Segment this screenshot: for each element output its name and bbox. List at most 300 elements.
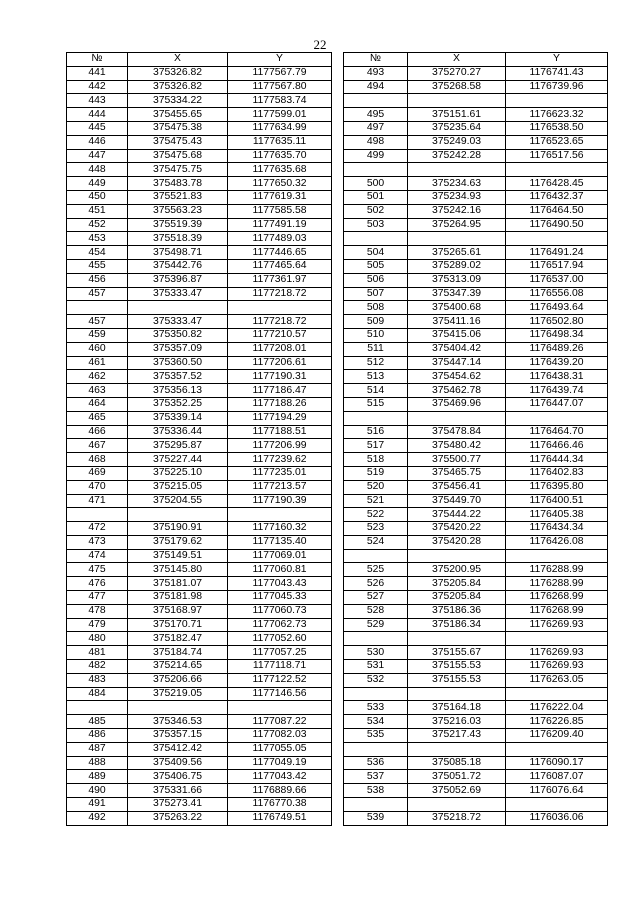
x-coordinate-cell: 375475.68	[128, 149, 228, 163]
x-coordinate-cell: 375521.83	[128, 190, 228, 204]
point-number-cell: 492	[67, 811, 128, 825]
point-number-cell: 498	[344, 135, 408, 149]
point-number-cell: 449	[67, 177, 128, 191]
y-coordinate-cell	[506, 232, 608, 246]
table-row	[344, 784, 608, 798]
point-number-cell: 490	[67, 784, 128, 798]
table-row	[67, 535, 332, 549]
table-body-left	[67, 66, 332, 825]
point-number-cell: 470	[67, 480, 128, 494]
x-coordinate-cell: 375411.16	[408, 315, 506, 329]
y-coordinate-cell: 1176405.38	[506, 508, 608, 522]
point-number-cell: 517	[344, 439, 408, 453]
table-row	[344, 190, 608, 204]
x-coordinate-cell: 375409.56	[128, 756, 228, 770]
point-number-cell: 491	[67, 798, 128, 812]
table-row	[67, 673, 332, 687]
point-number-cell: 535	[344, 729, 408, 743]
y-coordinate-cell	[506, 163, 608, 177]
y-coordinate-cell: 1177052.60	[228, 632, 332, 646]
table-row	[344, 522, 608, 536]
table-row	[344, 287, 608, 301]
y-coordinate-cell	[228, 701, 332, 715]
table-row	[344, 798, 608, 812]
y-coordinate-cell	[506, 798, 608, 812]
y-coordinate-cell: 1176400.51	[506, 494, 608, 508]
table-body-right	[344, 66, 608, 825]
point-number-cell: 534	[344, 715, 408, 729]
y-coordinate-cell: 1176491.24	[506, 246, 608, 260]
y-coordinate-cell: 1177188.51	[228, 425, 332, 439]
point-number-cell: 468	[67, 453, 128, 467]
y-coordinate-cell: 1176426.08	[506, 535, 608, 549]
point-number-cell: 484	[67, 687, 128, 701]
x-coordinate-cell: 375449.70	[408, 494, 506, 508]
x-coordinate-cell: 375478.84	[408, 425, 506, 439]
point-number-cell: 456	[67, 273, 128, 287]
point-number-cell: 487	[67, 742, 128, 756]
y-coordinate-cell: 1176490.50	[506, 218, 608, 232]
x-coordinate-cell	[408, 411, 506, 425]
table-row	[67, 425, 332, 439]
y-coordinate-cell: 1176447.07	[506, 397, 608, 411]
x-coordinate-cell: 375273.41	[128, 798, 228, 812]
table-row	[67, 411, 332, 425]
table-row	[344, 646, 608, 660]
table-row	[344, 204, 608, 218]
y-coordinate-cell: 1177635.70	[228, 149, 332, 163]
x-coordinate-cell: 375447.14	[408, 356, 506, 370]
x-coordinate-cell: 375234.63	[408, 177, 506, 191]
x-coordinate-cell: 375186.36	[408, 604, 506, 618]
x-coordinate-cell: 375357.15	[128, 729, 228, 743]
y-coordinate-cell: 1177135.40	[228, 535, 332, 549]
table-row	[67, 232, 332, 246]
y-coordinate-cell: 1176438.31	[506, 370, 608, 384]
y-coordinate-cell: 1176623.32	[506, 108, 608, 122]
y-coordinate-cell: 1176517.94	[506, 259, 608, 273]
table-row	[344, 301, 608, 315]
point-number-cell: 507	[344, 287, 408, 301]
table-row	[344, 94, 608, 108]
y-coordinate-cell: 1177206.61	[228, 356, 332, 370]
x-coordinate-cell: 375242.28	[408, 149, 506, 163]
point-number-cell: 451	[67, 204, 128, 218]
point-number-cell: 477	[67, 591, 128, 605]
x-coordinate-cell: 375052.69	[408, 784, 506, 798]
x-coordinate-cell: 375186.34	[408, 618, 506, 632]
y-coordinate-cell: 1176288.99	[506, 577, 608, 591]
y-coordinate-cell: 1177087.22	[228, 715, 332, 729]
table-row	[344, 370, 608, 384]
header-number: №	[344, 53, 408, 67]
x-coordinate-cell: 375051.72	[408, 770, 506, 784]
table-row	[67, 618, 332, 632]
table-row	[344, 80, 608, 94]
x-coordinate-cell: 375455.65	[128, 108, 228, 122]
y-coordinate-cell: 1176889.66	[228, 784, 332, 798]
table-row	[344, 246, 608, 260]
x-coordinate-cell: 375331.66	[128, 784, 228, 798]
point-number-cell: 528	[344, 604, 408, 618]
x-coordinate-cell	[408, 742, 506, 756]
y-coordinate-cell: 1177082.03	[228, 729, 332, 743]
x-coordinate-cell: 375263.22	[128, 811, 228, 825]
x-coordinate-cell: 375469.96	[408, 397, 506, 411]
point-number-cell: 503	[344, 218, 408, 232]
x-coordinate-cell: 375360.50	[128, 356, 228, 370]
x-coordinate-cell: 375356.13	[128, 384, 228, 398]
x-coordinate-cell: 375182.47	[128, 632, 228, 646]
x-coordinate-cell: 375313.09	[408, 273, 506, 287]
point-number-cell: 445	[67, 121, 128, 135]
point-number-cell: 519	[344, 466, 408, 480]
point-number-cell: 527	[344, 591, 408, 605]
point-number-cell	[67, 508, 128, 522]
y-coordinate-cell: 1177635.68	[228, 163, 332, 177]
point-number-cell: 499	[344, 149, 408, 163]
table-row	[67, 756, 332, 770]
y-coordinate-cell: 1176432.37	[506, 190, 608, 204]
table-row	[344, 356, 608, 370]
point-number-cell: 489	[67, 770, 128, 784]
x-coordinate-cell: 375149.51	[128, 549, 228, 563]
x-coordinate-cell: 375242.16	[408, 204, 506, 218]
x-coordinate-cell: 375234.93	[408, 190, 506, 204]
table-row	[344, 604, 608, 618]
point-number-cell: 505	[344, 259, 408, 273]
point-number-cell	[344, 687, 408, 701]
x-coordinate-cell: 375475.43	[128, 135, 228, 149]
x-coordinate-cell: 375326.82	[128, 66, 228, 80]
point-number-cell: 495	[344, 108, 408, 122]
point-number-cell: 450	[67, 190, 128, 204]
y-coordinate-cell: 1177194.29	[228, 411, 332, 425]
x-coordinate-cell: 375442.76	[128, 259, 228, 273]
table-row	[67, 480, 332, 494]
header-y: Y	[228, 53, 332, 67]
y-coordinate-cell: 1176517.56	[506, 149, 608, 163]
point-number-cell: 501	[344, 190, 408, 204]
y-coordinate-cell: 1177446.65	[228, 246, 332, 260]
table-row	[344, 439, 608, 453]
y-coordinate-cell: 1176464.70	[506, 425, 608, 439]
table-row	[344, 163, 608, 177]
point-number-cell: 478	[67, 604, 128, 618]
y-coordinate-cell: 1177069.01	[228, 549, 332, 563]
y-coordinate-cell: 1176090.17	[506, 756, 608, 770]
y-coordinate-cell: 1176269.93	[506, 618, 608, 632]
y-coordinate-cell: 1177057.25	[228, 646, 332, 660]
table-row	[344, 687, 608, 701]
table-row	[67, 80, 332, 94]
point-number-cell: 457	[67, 287, 128, 301]
x-coordinate-cell: 375295.87	[128, 439, 228, 453]
point-number-cell: 520	[344, 480, 408, 494]
y-coordinate-cell: 1177186.47	[228, 384, 332, 398]
y-coordinate-cell: 1177043.43	[228, 577, 332, 591]
x-coordinate-cell: 375333.47	[128, 287, 228, 301]
y-coordinate-cell: 1176493.64	[506, 301, 608, 315]
y-coordinate-cell: 1176268.99	[506, 591, 608, 605]
table-row	[67, 632, 332, 646]
y-coordinate-cell	[228, 508, 332, 522]
x-coordinate-cell: 375151.61	[408, 108, 506, 122]
table-row	[344, 494, 608, 508]
x-coordinate-cell: 375454.62	[408, 370, 506, 384]
x-coordinate-cell: 375218.72	[408, 811, 506, 825]
x-coordinate-cell: 375333.47	[128, 315, 228, 329]
y-coordinate-cell: 1176749.51	[228, 811, 332, 825]
y-coordinate-cell: 1177235.01	[228, 466, 332, 480]
x-coordinate-cell: 375357.52	[128, 370, 228, 384]
table-row	[67, 259, 332, 273]
y-coordinate-cell: 1177190.39	[228, 494, 332, 508]
table-row	[67, 328, 332, 342]
table-row	[67, 715, 332, 729]
x-coordinate-cell: 375170.71	[128, 618, 228, 632]
point-number-cell	[67, 701, 128, 715]
table-row	[344, 729, 608, 743]
table-row	[344, 121, 608, 135]
y-coordinate-cell: 1177213.57	[228, 480, 332, 494]
x-coordinate-cell: 375346.53	[128, 715, 228, 729]
y-coordinate-cell: 1176502.80	[506, 315, 608, 329]
y-coordinate-cell: 1176489.26	[506, 342, 608, 356]
header-x: X	[128, 53, 228, 67]
x-coordinate-cell: 375216.03	[408, 715, 506, 729]
x-coordinate-cell	[408, 687, 506, 701]
point-number-cell: 443	[67, 94, 128, 108]
point-number-cell: 497	[344, 121, 408, 135]
y-coordinate-cell: 1177567.79	[228, 66, 332, 80]
table-row	[67, 273, 332, 287]
point-number-cell: 461	[67, 356, 128, 370]
table-row	[344, 770, 608, 784]
table-row	[67, 163, 332, 177]
table-row	[344, 673, 608, 687]
x-coordinate-cell: 375326.82	[128, 80, 228, 94]
x-coordinate-cell: 375406.75	[128, 770, 228, 784]
y-coordinate-cell: 1176269.93	[506, 660, 608, 674]
point-number-cell: 500	[344, 177, 408, 191]
point-number-cell: 521	[344, 494, 408, 508]
y-coordinate-cell: 1177218.72	[228, 287, 332, 301]
table-row	[344, 701, 608, 715]
table-row	[67, 453, 332, 467]
table-row	[344, 535, 608, 549]
y-coordinate-cell: 1176268.99	[506, 604, 608, 618]
table-row	[67, 742, 332, 756]
y-coordinate-cell: 1176222.04	[506, 701, 608, 715]
point-number-cell: 469	[67, 466, 128, 480]
table-row	[67, 770, 332, 784]
x-coordinate-cell: 375204.55	[128, 494, 228, 508]
table-row	[344, 453, 608, 467]
y-coordinate-cell	[506, 94, 608, 108]
table-row	[67, 149, 332, 163]
y-coordinate-cell: 1177465.64	[228, 259, 332, 273]
x-coordinate-cell: 375145.80	[128, 563, 228, 577]
table-row	[67, 577, 332, 591]
point-number-cell: 463	[67, 384, 128, 398]
x-coordinate-cell: 375289.02	[408, 259, 506, 273]
y-coordinate-cell: 1177599.01	[228, 108, 332, 122]
point-number-cell: 455	[67, 259, 128, 273]
x-coordinate-cell	[408, 632, 506, 646]
point-number-cell: 457	[67, 315, 128, 329]
point-number-cell: 510	[344, 328, 408, 342]
table-row	[67, 246, 332, 260]
y-coordinate-cell: 1177218.72	[228, 315, 332, 329]
x-coordinate-cell: 375462.78	[408, 384, 506, 398]
table-row	[67, 108, 332, 122]
table-row	[344, 149, 608, 163]
x-coordinate-cell	[408, 549, 506, 563]
table-row	[67, 563, 332, 577]
point-number-cell: 526	[344, 577, 408, 591]
x-coordinate-cell	[408, 163, 506, 177]
x-coordinate-cell: 375155.67	[408, 646, 506, 660]
x-coordinate-cell: 375155.53	[408, 673, 506, 687]
point-number-cell: 511	[344, 342, 408, 356]
y-coordinate-cell	[506, 687, 608, 701]
y-coordinate-cell: 1177361.97	[228, 273, 332, 287]
y-coordinate-cell: 1176402.83	[506, 466, 608, 480]
table-row	[67, 798, 332, 812]
y-coordinate-cell: 1177489.03	[228, 232, 332, 246]
y-coordinate-cell: 1176439.20	[506, 356, 608, 370]
x-coordinate-cell: 375415.06	[408, 328, 506, 342]
table-row	[67, 397, 332, 411]
x-coordinate-cell: 375518.39	[128, 232, 228, 246]
x-coordinate-cell: 375456.41	[408, 480, 506, 494]
x-coordinate-cell: 375225.10	[128, 466, 228, 480]
y-coordinate-cell: 1177634.99	[228, 121, 332, 135]
header-x: X	[408, 53, 506, 67]
point-number-cell: 475	[67, 563, 128, 577]
coordinates-table-right	[343, 52, 608, 826]
y-coordinate-cell: 1177049.19	[228, 756, 332, 770]
table-row	[344, 177, 608, 191]
x-coordinate-cell: 375412.42	[128, 742, 228, 756]
x-coordinate-cell: 375219.05	[128, 687, 228, 701]
x-coordinate-cell: 375217.43	[408, 729, 506, 743]
point-number-cell: 442	[67, 80, 128, 94]
y-coordinate-cell: 1177208.01	[228, 342, 332, 356]
table-row	[344, 135, 608, 149]
table-header-row	[344, 53, 608, 67]
point-number-cell: 446	[67, 135, 128, 149]
x-coordinate-cell	[128, 301, 228, 315]
y-coordinate-cell: 1176770.38	[228, 798, 332, 812]
point-number-cell: 441	[67, 66, 128, 80]
point-number-cell: 488	[67, 756, 128, 770]
y-coordinate-cell: 1176739.96	[506, 80, 608, 94]
y-coordinate-cell: 1177060.73	[228, 604, 332, 618]
x-coordinate-cell: 375350.82	[128, 328, 228, 342]
point-number-cell: 485	[67, 715, 128, 729]
y-coordinate-cell: 1177567.80	[228, 80, 332, 94]
y-coordinate-cell: 1176269.93	[506, 646, 608, 660]
x-coordinate-cell: 375352.25	[128, 397, 228, 411]
x-coordinate-cell: 375500.77	[408, 453, 506, 467]
x-coordinate-cell	[408, 94, 506, 108]
point-number-cell: 531	[344, 660, 408, 674]
point-number-cell: 493	[344, 66, 408, 80]
table-row	[344, 591, 608, 605]
point-number-cell: 464	[67, 397, 128, 411]
table-row	[67, 701, 332, 715]
table-row	[67, 591, 332, 605]
point-number-cell: 529	[344, 618, 408, 632]
y-coordinate-cell	[228, 301, 332, 315]
y-coordinate-cell: 1176263.05	[506, 673, 608, 687]
x-coordinate-cell: 375404.42	[408, 342, 506, 356]
y-coordinate-cell	[506, 549, 608, 563]
x-coordinate-cell: 375480.42	[408, 439, 506, 453]
point-number-cell: 538	[344, 784, 408, 798]
x-coordinate-cell	[128, 701, 228, 715]
point-number-cell: 460	[67, 342, 128, 356]
y-coordinate-cell	[506, 632, 608, 646]
table-row	[67, 687, 332, 701]
point-number-cell: 465	[67, 411, 128, 425]
y-coordinate-cell: 1176428.45	[506, 177, 608, 191]
point-number-cell: 533	[344, 701, 408, 715]
point-number-cell: 525	[344, 563, 408, 577]
y-coordinate-cell: 1176444.34	[506, 453, 608, 467]
x-coordinate-cell: 375420.28	[408, 535, 506, 549]
y-coordinate-cell: 1176087.07	[506, 770, 608, 784]
point-number-cell	[344, 411, 408, 425]
table-row	[344, 218, 608, 232]
y-coordinate-cell: 1177583.74	[228, 94, 332, 108]
x-coordinate-cell: 375249.03	[408, 135, 506, 149]
x-coordinate-cell: 375334.22	[128, 94, 228, 108]
y-coordinate-cell: 1176464.50	[506, 204, 608, 218]
point-number-cell: 515	[344, 397, 408, 411]
point-number-cell: 479	[67, 618, 128, 632]
table-row	[344, 480, 608, 494]
table-row	[344, 232, 608, 246]
table-row	[344, 108, 608, 122]
y-coordinate-cell: 1176538.50	[506, 121, 608, 135]
y-coordinate-cell	[506, 411, 608, 425]
y-coordinate-cell: 1177491.19	[228, 218, 332, 232]
table-row	[67, 66, 332, 80]
y-coordinate-cell: 1177210.57	[228, 328, 332, 342]
y-coordinate-cell: 1176466.46	[506, 439, 608, 453]
point-number-cell: 448	[67, 163, 128, 177]
point-number-cell: 444	[67, 108, 128, 122]
table-row	[67, 466, 332, 480]
table-row	[344, 66, 608, 80]
y-coordinate-cell: 1176523.65	[506, 135, 608, 149]
x-coordinate-cell	[408, 232, 506, 246]
x-coordinate-cell: 375205.84	[408, 591, 506, 605]
y-coordinate-cell: 1176209.40	[506, 729, 608, 743]
table-row	[67, 121, 332, 135]
point-number-cell: 506	[344, 273, 408, 287]
table-row	[67, 549, 332, 563]
point-number-cell	[344, 163, 408, 177]
table-row	[344, 411, 608, 425]
point-number-cell	[344, 742, 408, 756]
point-number-cell: 480	[67, 632, 128, 646]
y-coordinate-cell: 1177055.05	[228, 742, 332, 756]
y-coordinate-cell: 1177043.42	[228, 770, 332, 784]
